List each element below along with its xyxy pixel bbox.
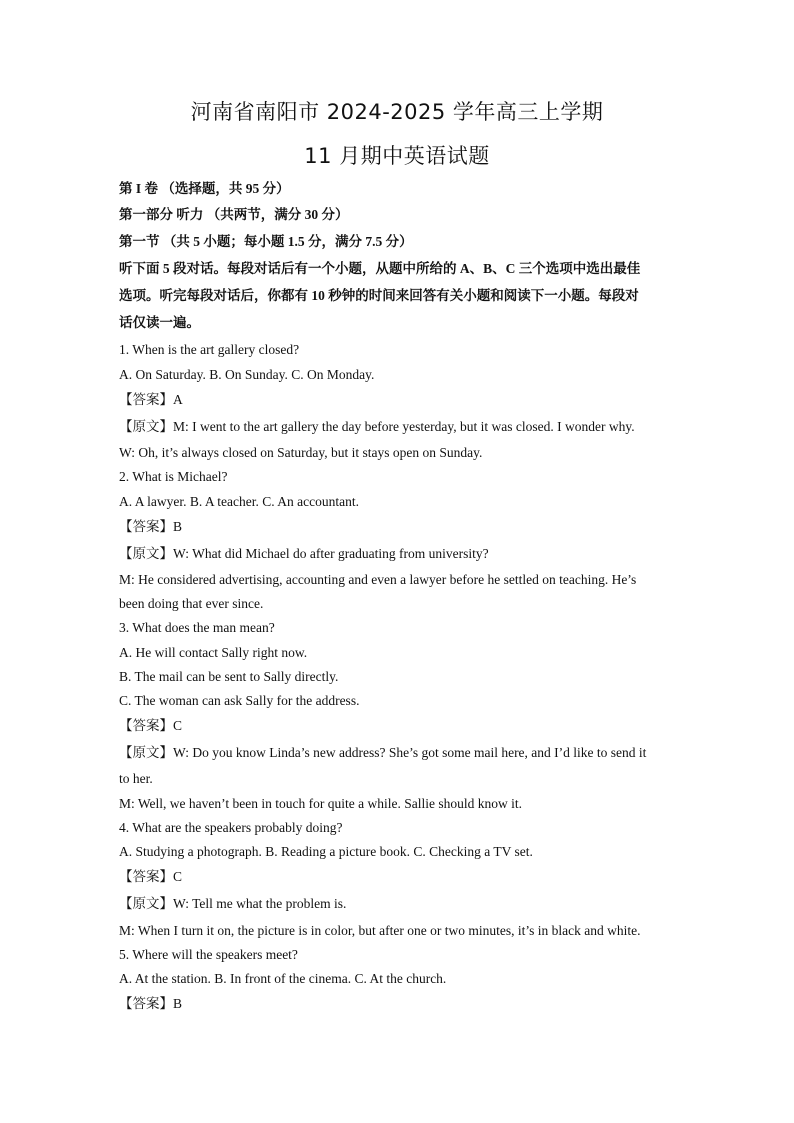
transcript-line: to her. <box>119 771 153 786</box>
subsection-heading: 第一节 （共 5 小题；每小题 1.5 分，满分 7.5 分） <box>119 234 413 249</box>
document-title-line-1: 河南省南阳市 2024-2025 学年高三上学期 <box>190 100 604 124</box>
instructions-line: 话仅读一遍。 <box>119 315 200 330</box>
question-options: A. On Saturday. B. On Sunday. C. On Monday. <box>119 367 375 382</box>
answer-line: 【答案】B <box>119 996 183 1011</box>
question-options: A. Studying a photograph. B. Reading a picture book. C. Checking a TV set. <box>119 844 533 859</box>
document-title-line-2: 11 月期中英语试题 <box>304 144 490 168</box>
transcript-line: M: When I turn it on, the picture is in color, but after one or two minutes, it’s in black and white. <box>119 923 641 938</box>
instructions-line: 听下面 5 段对话。每段对话后有一个小题，从题中所给的 A、B、C 三个选项中选出最佳 <box>119 261 641 276</box>
question-text: 2. What is Michael? <box>119 469 228 484</box>
transcript-line: M: He considered advertising, accounting and even a lawyer before he settled on teaching. He’s <box>119 572 637 587</box>
section-heading: 第 I 卷 （选择题，共 95 分） <box>119 181 290 196</box>
transcript-line: M: Well, we haven’t been in touch for quite a while. Sallie should know it. <box>119 796 522 811</box>
question-option: C. The woman can ask Sally for the address. <box>119 693 360 708</box>
transcript-line: been doing that ever since. <box>119 596 264 611</box>
question-options: A. At the station. B. In front of the cinema. C. At the church. <box>119 971 447 986</box>
question-options: A. A lawyer. B. A teacher. C. An accountant. <box>119 494 359 509</box>
question-option: B. The mail can be sent to Sally directly. <box>119 669 339 684</box>
transcript-line: W: Oh, it’s always closed on Saturday, but it stays open on Sunday. <box>119 445 483 460</box>
answer-line: 【答案】A <box>119 392 183 407</box>
answer-line: 【答案】C <box>119 869 183 884</box>
answer-line: 【答案】B <box>119 519 183 534</box>
question-option: A. He will contact Sally right now. <box>119 645 308 660</box>
instructions-line: 选项。听完每段对话后，你都有 10 秒钟的时间来回答有关小题和阅读下一小题。每段对 <box>119 288 639 303</box>
answer-line: 【答案】C <box>119 718 183 733</box>
transcript-line: 【原文】W: Do you know Linda’s new address? She’s got some mail here, and I’d like to send it <box>119 745 647 760</box>
part-heading: 第一部分 听力 （共两节，满分 30 分） <box>119 207 349 222</box>
question-text: 5. Where will the speakers meet? <box>119 947 298 962</box>
question-text: 3. What does the man mean? <box>119 620 275 635</box>
transcript-line: 【原文】W: What did Michael do after graduating from university? <box>119 546 489 561</box>
transcript-line: 【原文】W: Tell me what the problem is. <box>119 896 347 911</box>
question-text: 4. What are the speakers probably doing? <box>119 820 343 835</box>
question-text: 1. When is the art gallery closed? <box>119 342 300 357</box>
transcript-line: 【原文】M: I went to the art gallery the day before yesterday, but it was closed. I wonder why. <box>119 419 635 434</box>
